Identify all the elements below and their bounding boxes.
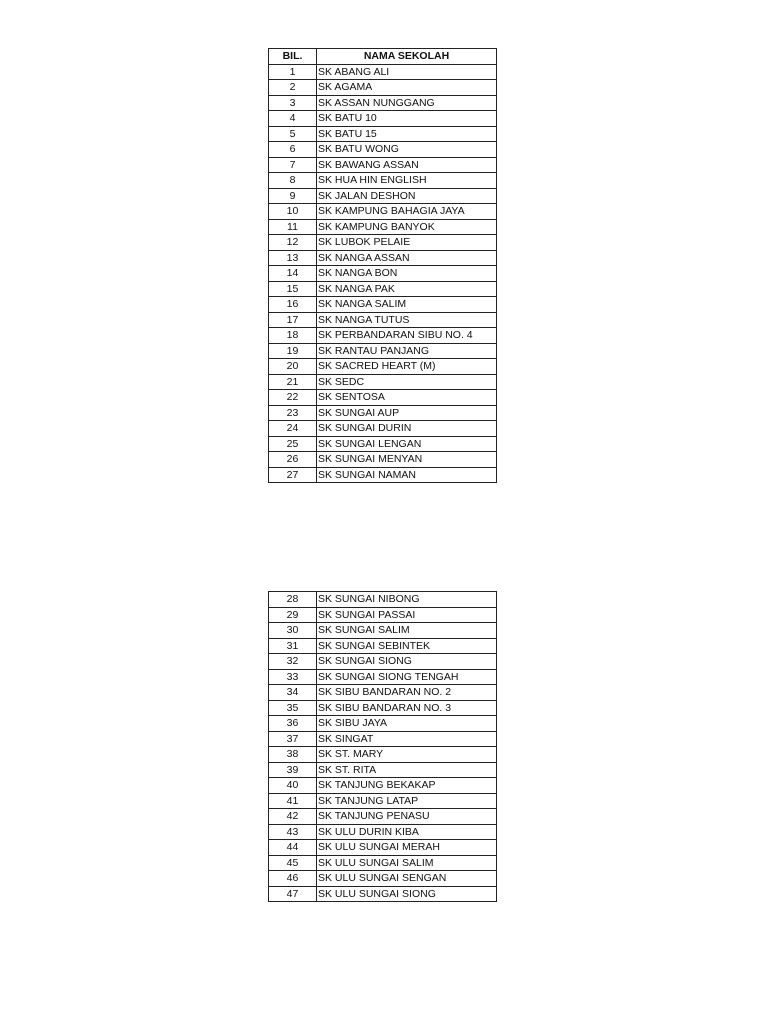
school-name: SK SACRED HEART (M) <box>317 359 497 375</box>
table-row <box>269 607 497 623</box>
table-row <box>269 374 497 390</box>
school-list-table-2 <box>268 591 497 902</box>
row-number: 22 <box>269 390 317 406</box>
row-number: 17 <box>269 312 317 328</box>
school-name: SK SUNGAI MENYAN <box>317 452 497 468</box>
school-name: SK BATU WONG <box>317 142 497 158</box>
school-name: SK ULU DURIN KIBA <box>317 824 497 840</box>
row-number: 20 <box>269 359 317 375</box>
row-number: 32 <box>269 654 317 670</box>
row-number: 3 <box>269 95 317 111</box>
school-name: SK SUNGAI DURIN <box>317 421 497 437</box>
table-row <box>269 126 497 142</box>
school-name: SK NANGA TUTUS <box>317 312 497 328</box>
table-row <box>269 669 497 685</box>
table-row <box>269 328 497 344</box>
row-number: 10 <box>269 204 317 220</box>
row-number: 36 <box>269 716 317 732</box>
school-name: SK NANGA ASSAN <box>317 250 497 266</box>
table-row <box>269 886 497 902</box>
table-header-row <box>269 49 497 65</box>
row-number: 43 <box>269 824 317 840</box>
table-row <box>269 266 497 282</box>
row-number: 26 <box>269 452 317 468</box>
school-name: SK NANGA SALIM <box>317 297 497 313</box>
table-row <box>269 716 497 732</box>
school-name: SK ABANG ALI <box>317 64 497 80</box>
table-row <box>269 359 497 375</box>
school-name: SK SIBU BANDARAN NO. 3 <box>317 700 497 716</box>
row-number: 24 <box>269 421 317 437</box>
row-number: 31 <box>269 638 317 654</box>
table-row <box>269 855 497 871</box>
school-name: SK NANGA PAK <box>317 281 497 297</box>
row-number: 45 <box>269 855 317 871</box>
school-name: SK TANJUNG LATAP <box>317 793 497 809</box>
school-list-table-1 <box>268 48 497 483</box>
table-row <box>269 731 497 747</box>
table-row <box>269 762 497 778</box>
row-number: 12 <box>269 235 317 251</box>
school-name: SK SUNGAI NAMAN <box>317 467 497 483</box>
row-number: 41 <box>269 793 317 809</box>
table-row <box>269 157 497 173</box>
table-row <box>269 840 497 856</box>
row-number: 37 <box>269 731 317 747</box>
row-number: 13 <box>269 250 317 266</box>
table-row <box>269 809 497 825</box>
row-number: 34 <box>269 685 317 701</box>
row-number: 25 <box>269 436 317 452</box>
table-row <box>269 467 497 483</box>
school-name: SK BAWANG ASSAN <box>317 157 497 173</box>
row-number: 29 <box>269 607 317 623</box>
table-row <box>269 343 497 359</box>
row-number: 11 <box>269 219 317 235</box>
table-row <box>269 700 497 716</box>
school-name: SK SUNGAI NIBONG <box>317 592 497 608</box>
row-number: 28 <box>269 592 317 608</box>
table-row <box>269 685 497 701</box>
row-number: 38 <box>269 747 317 763</box>
row-number: 42 <box>269 809 317 825</box>
table-row <box>269 111 497 127</box>
header-bil: BIL. <box>269 49 317 65</box>
school-name: SK BATU 15 <box>317 126 497 142</box>
row-number: 46 <box>269 871 317 887</box>
row-number: 8 <box>269 173 317 189</box>
row-number: 39 <box>269 762 317 778</box>
school-name: SK SUNGAI SALIM <box>317 623 497 639</box>
school-name: SK ASSAN NUNGGANG <box>317 95 497 111</box>
table-body-1 <box>269 64 497 483</box>
school-name: SK ULU SUNGAI SENGAN <box>317 871 497 887</box>
table-body-2 <box>269 592 497 902</box>
school-name: SK HUA HIN ENGLISH <box>317 173 497 189</box>
row-number: 40 <box>269 778 317 794</box>
table-row <box>269 405 497 421</box>
school-name: SK SUNGAI SIONG <box>317 654 497 670</box>
school-name: SK PERBANDARAN SIBU NO. 4 <box>317 328 497 344</box>
row-number: 35 <box>269 700 317 716</box>
table-row <box>269 297 497 313</box>
row-number: 14 <box>269 266 317 282</box>
table-row <box>269 421 497 437</box>
row-number: 7 <box>269 157 317 173</box>
school-name: SK BATU 10 <box>317 111 497 127</box>
row-number: 27 <box>269 467 317 483</box>
school-name: SK SUNGAI SIONG TENGAH <box>317 669 497 685</box>
row-number: 30 <box>269 623 317 639</box>
row-number: 9 <box>269 188 317 204</box>
school-name: SK ST. MARY <box>317 747 497 763</box>
row-number: 33 <box>269 669 317 685</box>
row-number: 21 <box>269 374 317 390</box>
school-name: SK SENTOSA <box>317 390 497 406</box>
table-row <box>269 390 497 406</box>
table-row <box>269 95 497 111</box>
table-row <box>269 142 497 158</box>
table-row <box>269 654 497 670</box>
school-name: SK SEDC <box>317 374 497 390</box>
table-row <box>269 204 497 220</box>
table-row <box>269 281 497 297</box>
row-number: 18 <box>269 328 317 344</box>
table-row <box>269 235 497 251</box>
school-name: SK SIBU BANDARAN NO. 2 <box>317 685 497 701</box>
table-row <box>269 871 497 887</box>
school-name: SK SUNGAI SEBINTEK <box>317 638 497 654</box>
school-name: SK JALAN DESHON <box>317 188 497 204</box>
table-row <box>269 778 497 794</box>
table-row <box>269 250 497 266</box>
row-number: 4 <box>269 111 317 127</box>
table-row <box>269 188 497 204</box>
table-row <box>269 592 497 608</box>
table-row <box>269 173 497 189</box>
school-name: SK SIBU JAYA <box>317 716 497 732</box>
table-row <box>269 747 497 763</box>
school-name: SK TANJUNG BEKAKAP <box>317 778 497 794</box>
row-number: 16 <box>269 297 317 313</box>
table-row <box>269 219 497 235</box>
table-row <box>269 312 497 328</box>
school-name: SK SINGAT <box>317 731 497 747</box>
table-row <box>269 80 497 96</box>
school-name: SK SUNGAI LENGAN <box>317 436 497 452</box>
row-number: 6 <box>269 142 317 158</box>
row-number: 47 <box>269 886 317 902</box>
school-name: SK NANGA BON <box>317 266 497 282</box>
table-row <box>269 824 497 840</box>
row-number: 44 <box>269 840 317 856</box>
row-number: 1 <box>269 64 317 80</box>
table-row <box>269 638 497 654</box>
school-name: SK TANJUNG PENASU <box>317 809 497 825</box>
school-name: SK RANTAU PANJANG <box>317 343 497 359</box>
table-row <box>269 452 497 468</box>
school-name: SK SUNGAI PASSAI <box>317 607 497 623</box>
school-name: SK ULU SUNGAI SALIM <box>317 855 497 871</box>
table-row <box>269 436 497 452</box>
row-number: 5 <box>269 126 317 142</box>
school-name: SK ULU SUNGAI SIONG <box>317 886 497 902</box>
school-name: SK SUNGAI AUP <box>317 405 497 421</box>
school-name: SK LUBOK PELAIE <box>317 235 497 251</box>
row-number: 23 <box>269 405 317 421</box>
school-name: SK KAMPUNG BAHAGIA JAYA <box>317 204 497 220</box>
row-number: 15 <box>269 281 317 297</box>
table-row <box>269 793 497 809</box>
school-name: SK AGAMA <box>317 80 497 96</box>
table-row <box>269 64 497 80</box>
row-number: 2 <box>269 80 317 96</box>
row-number: 19 <box>269 343 317 359</box>
school-name: SK ULU SUNGAI MERAH <box>317 840 497 856</box>
header-nama-sekolah: NAMA SEKOLAH <box>317 49 497 65</box>
school-name: SK KAMPUNG BANYOK <box>317 219 497 235</box>
school-name: SK ST. RITA <box>317 762 497 778</box>
table-row <box>269 623 497 639</box>
